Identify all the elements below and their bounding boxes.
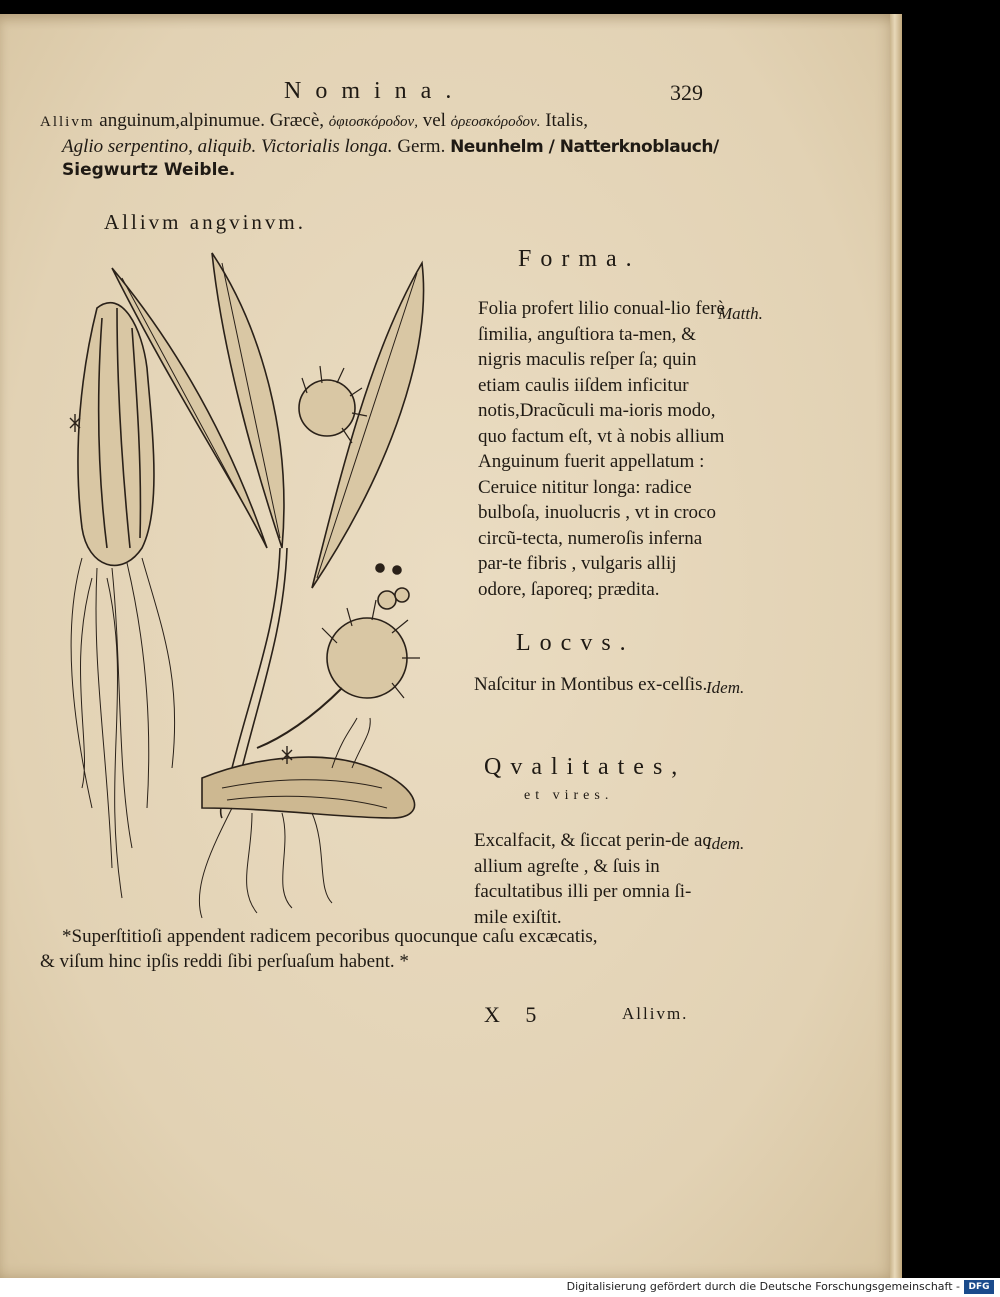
digitization-credit: Digitalisierung gefördert durch die Deutsche Forschungsgemeinschaft -	[566, 1280, 960, 1293]
forma-text: Folia profert lilio conual-lio ferè ſimilia, anguſtiora ta-men, & nigris maculis reſper ſa; quin etiam caulis iiſdem inficitur notis,Dracũculi ma-ioris modo, quo factum eſt, vt à nobis allium Anguinum fuerit appellatum : Ceruice nititur longa: radice bulboſa, inuolucris , vt in croco circũ-tecta, numeroſis inferna par-te fibris , vulgaris allij odore, ſaporeq; prædita.	[478, 298, 725, 600]
italian-names: Aglio serpentino, aliquib. Victorialis longa.	[62, 136, 393, 157]
qualitates-text: Excalfacit, & ſiccat perin-de ac allium agreſte , & ſuis in facultatibus illi per omnia ſi-mile exiſtit.	[474, 830, 711, 928]
qualitates-heading: Qvalitates,	[484, 754, 687, 780]
page-number: 329	[670, 80, 703, 105]
locus-heading: Locvs.	[516, 630, 635, 656]
greek-name-1: ὀφιοσκόροδον,	[328, 114, 418, 130]
names-latin: anguinum,alpinumue. Græcè,	[99, 110, 325, 131]
names-line-1	[40, 110, 588, 132]
qualitates-subheading: et vires.	[524, 788, 614, 803]
locus-margin-note: Idem.	[706, 678, 745, 697]
forma-margin-note: Matth.	[718, 304, 763, 323]
digitization-footer	[0, 1278, 1000, 1297]
page-edge	[890, 14, 902, 1278]
qualitates-margin-note: Idem.	[706, 834, 745, 853]
greek-name-2: ὀρεοσκόροδον.	[450, 114, 541, 130]
names-vel: vel	[422, 110, 446, 131]
locus-text: Naſcitur in Montibus ex-celſis.	[474, 674, 708, 695]
dfg-logo[interactable]: DFG	[964, 1280, 994, 1294]
footnote-line-1: *Superſtitioſi appendent radicem pecoribus quocunque caſu excæcatis,	[62, 926, 598, 947]
running-title: Nomina.	[284, 78, 466, 104]
names-germ: Germ.	[397, 136, 446, 157]
catchword: Allivm.	[622, 1004, 689, 1023]
plant-woodcut-illustration	[52, 248, 452, 928]
names-lead: Allivm	[40, 114, 95, 130]
footnote-line-2: & viſum hinc ipſis reddi ſibi perſuaſum habent. *	[40, 951, 409, 972]
figure-title: Allivm angvinvm.	[104, 210, 306, 234]
forma-heading: Forma.	[518, 246, 641, 272]
german-names: Neunhelm / Natterknoblauch/	[450, 137, 719, 157]
signature-mark: X 5	[484, 1002, 547, 1027]
names-italis: Italis,	[545, 110, 588, 131]
names-line-3: Siegwurtz Weible.	[62, 160, 236, 180]
names-line-2	[62, 136, 719, 158]
